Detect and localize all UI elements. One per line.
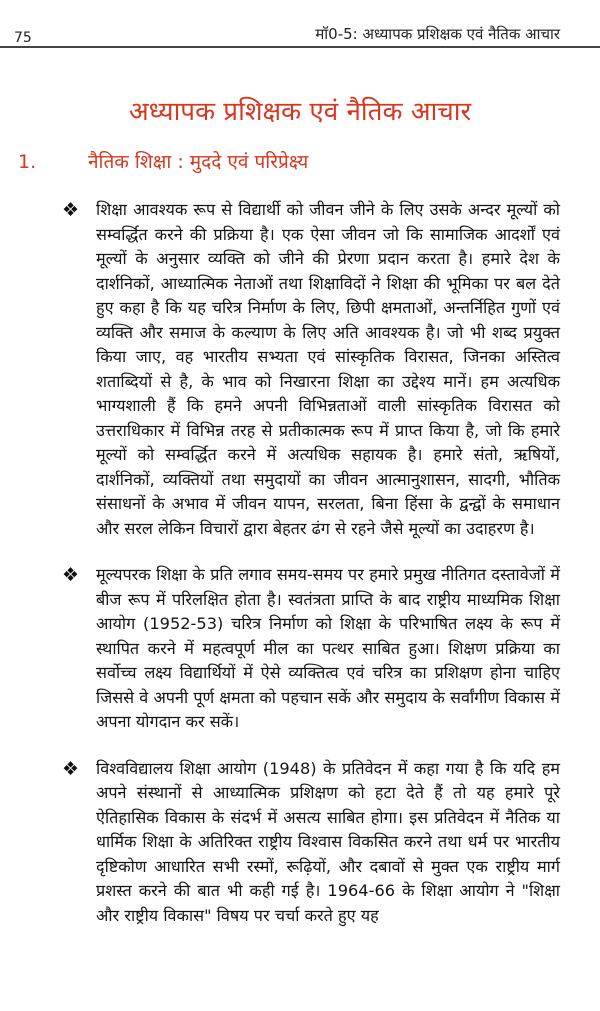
bullet-paragraph: [62, 757, 560, 929]
section-heading: [18, 148, 570, 174]
bullet-paragraph: [62, 563, 560, 735]
diamond-bullet-icon: ❖: [62, 757, 80, 780]
header-rule: [0, 46, 600, 48]
page-header: [0, 0, 600, 50]
paragraph-text: शिक्षा आवश्यक रूप से विद्यार्थी को जीवन जीने के लिए उसके अन्दर मूल्यों को सम्वर्द्धित करने की प्रक्रिया है। एक ऐसा जीवन जो कि सामाजिक आदर्शों एवं मूल्यों के अनुसार व्यक्ति को जीने की प्रेरणा प्रदान करता है। हमारे देश के दार्शनिकों, आध्यात्मिक नेताओं तथा शिक्षाविदों ने शिक्षा की भूमिका पर बल देते हुए कहा है कि यह चरित्र निर्माण के लिए, छिपी क्षमताओं, अन्तर्निहित गुणों एवं व्यक्ति और समाज के कल्याण के लिए अति आवश्यक है। जो भी शब्द प्रयुक्त किया जाए, वह भारतीय सभ्यता एवं सांस्कृतिक विरासत, जिनका अस्तित्व शताब्दियों से है, के भाव को निखारना शिक्षा का उद्देश्य मानें। हम अत्यधिक भाग्यशाली हैं कि हमने अपनी विभिन्नताओं वाली सांस्कृतिक विरासत को उत्तराधिकार में विभिन्न तरह से प्रतीकात्मक रूप में प्राप्त किया है, जो कि हमारे मूल्यों को सम्वर्द्धित करने में अत्यधिक सहायक है। हमारे संतो, ऋषियों, दार्शनिकों, व्यक्तियों तथा समुदायों का जीवन आत्मानुशासन, सादगी, भौतिक संसाधनों के अभाव में जीवन यापन, सरलता, बिना हिंसा के द्वन्द्वों के समाधान और सरल लेकिन विचारों द्वारा बेहतर ढंग से रहने जैसे मूल्यों का उदाहरण है।: [96, 200, 560, 538]
chapter-title: अध्यापक प्रशिक्षक एवं नैतिक आचार: [128, 97, 472, 127]
diamond-bullet-icon: ❖: [62, 199, 80, 221]
running-title: मॉ0-5: अध्यापक प्रशिक्षक एवं नैतिक आचार: [315, 25, 560, 43]
bullet-paragraph: [62, 198, 560, 541]
section-title: नैतिक शिक्षा : मुददे एवं परिप्रेक्ष्य: [88, 151, 309, 173]
section-number: 1.: [18, 151, 37, 173]
page-number: 75: [14, 30, 32, 46]
diamond-bullet-icon: ❖: [62, 564, 80, 586]
paragraph-text: मूल्यपरक शिक्षा के प्रति लगाव समय-समय पर हमारे प्रमुख नीतिगत दस्तावेजों में बीज रूप में परिलक्षित होता है। स्वतंत्रता प्राप्ति के बाद राष्ट्रीय माध्यमिक शिक्षा आयोग (1952-53) चरित्र निर्माण को शिक्षा के परिभाषित लक्ष्य के रूप में स्थापित करने में महत्वपूर्ण मील का पत्थर साबित हुआ। शिक्षण प्रक्रिया का सर्वोच्च लक्ष्य विद्यार्थियों में ऐसे व्यक्तित्व एवं चरित्र का प्रशिक्षण होना चाहिए जिससे वे अपनी पूर्ण क्षमता को पहचान सकें और समुदाय के सर्वांगीण विकास में अपना योगदान कर सकें।: [96, 565, 560, 731]
body-content: [62, 198, 560, 950]
paragraph-text: विश्वविद्यालय शिक्षा आयोग (1948) के प्रतिवेदन में कहा गया है कि यदि हम अपने संस्थानों से आध्यात्मिक प्रशिक्षण को हटा देते हैं तो यह हमारे पूरे ऐतिहासिक विकास के संदर्भ में असत्य साबित होगा। इस प्रतिवेदन में नैतिक या धार्मिक शिक्षा के अतिरिक्त राष्ट्रीय विश्वास विकसित करने तथा धर्म पर भारतीय दृष्टिकोण आधारित सभी रस्मों, रूढ़ियों, और दबावों से मुक्त एक राष्ट्रीय मार्ग प्रशस्त करने की बात भी कही गई है। 1964-66 के शिक्षा आयोग ने "शिक्षा और राष्ट्रीय विकास" विषय पर चर्चा करते हुए यह: [96, 758, 560, 925]
